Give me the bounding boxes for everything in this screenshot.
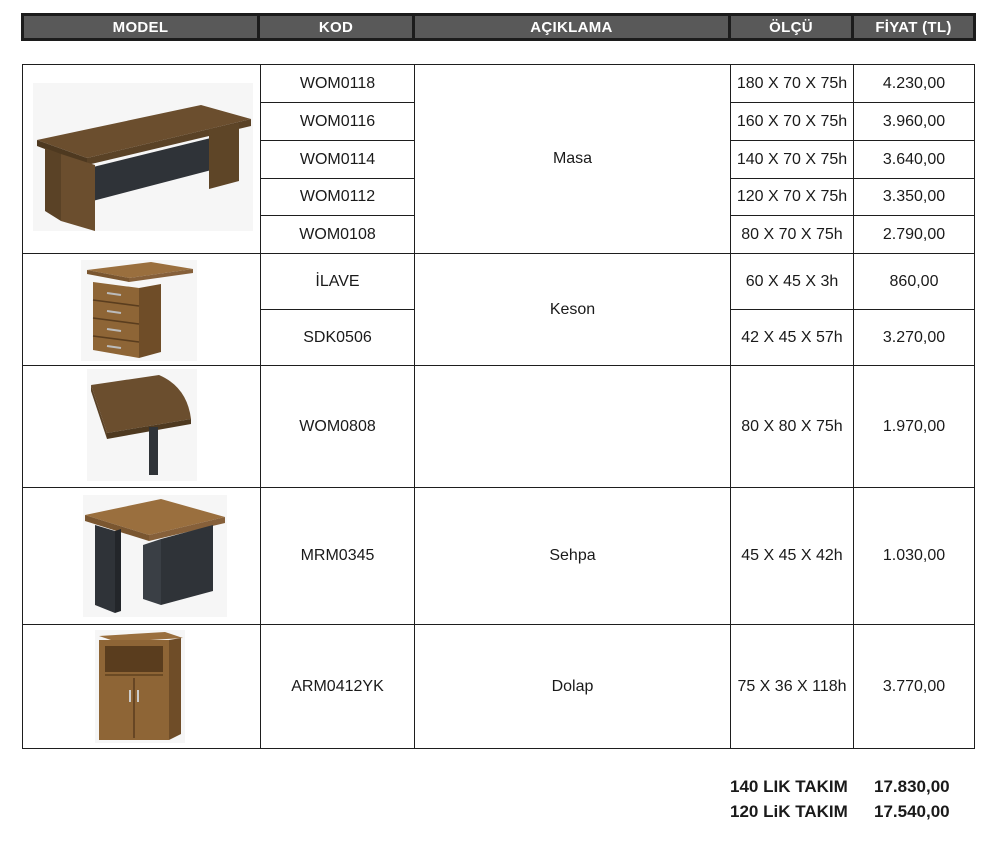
description-cell: Keson	[549, 300, 596, 318]
code-cell: İLAVE	[315, 272, 360, 290]
header-size: ÖLÇÜ	[731, 16, 851, 38]
total-label-120: 120 LiK TAKIM	[730, 802, 848, 821]
coffee-table-icon	[83, 495, 227, 617]
price-cell: 4.230,00	[882, 74, 946, 92]
size-cell: 60 X 45 X 3h	[745, 272, 839, 290]
price-cell: 3.640,00	[882, 150, 946, 168]
price-cell: 3.270,00	[882, 328, 946, 346]
price-cell: 2.790,00	[882, 225, 946, 243]
code-cell: WOM0108	[299, 225, 376, 243]
office-desk-image	[33, 83, 253, 231]
description-cell: Sehpa	[549, 547, 596, 564]
total-label-140: 140 LIK TAKIM	[730, 777, 848, 796]
code-cell: WOM0112	[299, 188, 376, 205]
corner-extension-image	[87, 369, 197, 481]
price-cell: 1.970,00	[882, 417, 946, 435]
code-cell: WOM0116	[299, 112, 376, 130]
size-cell: 42 X 45 X 57h	[741, 328, 843, 346]
size-cell: 160 X 70 X 75h	[736, 112, 848, 130]
size-cell: 180 X 70 X 75h	[736, 74, 848, 92]
cupboard-icon	[95, 630, 185, 743]
size-cell: 120 X 70 X 75h	[736, 188, 848, 205]
size-cell: 75 X 36 X 118h	[737, 677, 847, 695]
header-code: KOD	[260, 16, 412, 38]
size-cell: 45 X 45 X 42h	[741, 547, 843, 564]
office-desk-icon	[33, 83, 253, 231]
total-value-140: 17.830,00	[874, 777, 950, 796]
price-cell: 3.960,00	[882, 112, 946, 130]
price-cell: 3.770,00	[882, 677, 946, 695]
size-cell: 80 X 80 X 75h	[741, 417, 843, 435]
total-value-120: 17.540,00	[874, 802, 950, 821]
description-cell	[415, 366, 730, 487]
size-cell: 80 X 70 X 75h	[741, 225, 843, 243]
code-cell: SDK0506	[303, 328, 372, 346]
drawer-cabinet-image	[81, 260, 197, 361]
price-cell: 860,00	[889, 272, 939, 290]
description-cell: Masa	[552, 150, 593, 167]
code-cell: WOM0114	[299, 150, 376, 168]
price-table	[22, 64, 975, 749]
code-cell: WOM0808	[299, 417, 376, 435]
description-cell: Dolap	[551, 677, 594, 695]
cupboard-image	[95, 630, 185, 743]
corner-extension-icon	[87, 369, 197, 481]
drawer-cabinet-icon	[81, 260, 197, 361]
coffee-table-image	[83, 495, 227, 617]
header-model: MODEL	[24, 16, 257, 38]
code-cell: ARM0412YK	[291, 677, 384, 695]
code-cell: WOM0118	[299, 74, 376, 92]
price-cell: 3.350,00	[882, 188, 946, 205]
size-cell: 140 X 70 X 75h	[736, 150, 848, 168]
price-cell: 1.030,00	[882, 547, 946, 564]
code-cell: MRM0345	[300, 547, 375, 564]
table-header	[21, 13, 976, 41]
header-price: FİYAT (TL)	[854, 16, 973, 38]
header-description: AÇIKLAMA	[415, 16, 728, 38]
